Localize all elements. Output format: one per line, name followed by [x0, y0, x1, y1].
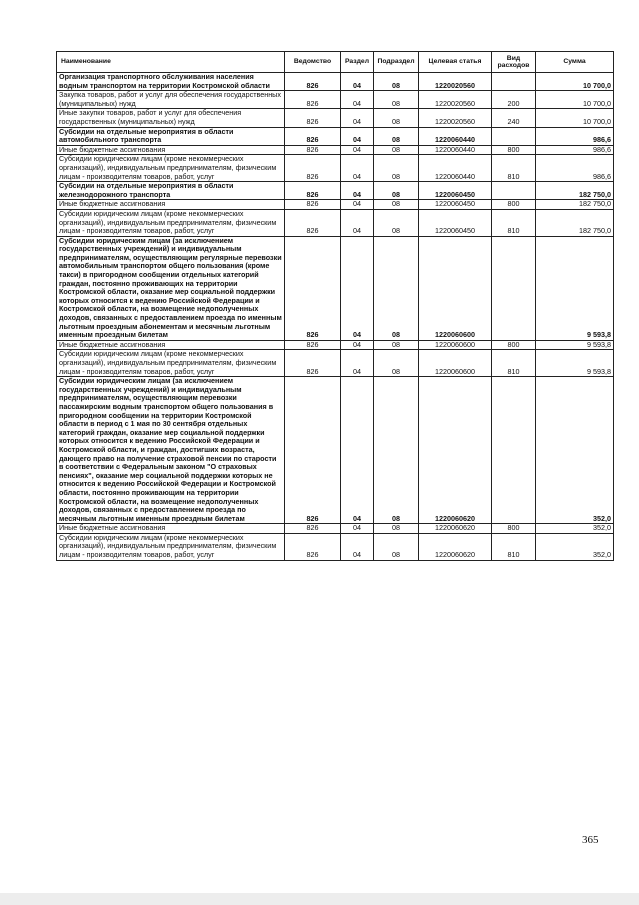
cell-vid: 240 [492, 109, 536, 127]
cell-vedomstvo: 826 [285, 91, 341, 109]
cell-razdel: 04 [341, 127, 374, 145]
cell-statya: 1220060440 [419, 155, 492, 182]
cell-statya: 1220060450 [419, 209, 492, 236]
cell-vedomstvo: 826 [285, 533, 341, 560]
header-name: Наименование [57, 52, 285, 73]
cell-name: Субсидии юридическим лицам (кроме некоммерческих организаций), индивидуальным предпринимателям, физическим лицам - производителям товаров, работ, услуг [57, 209, 285, 236]
cell-statya: 1220020560 [419, 109, 492, 127]
table-row [57, 524, 614, 534]
cell-summa: 10 700,0 [536, 73, 614, 91]
cell-podrazdel: 08 [374, 91, 419, 109]
cell-vid: 810 [492, 209, 536, 236]
header-podrazdel: Подраздел [374, 52, 419, 73]
cell-summa: 352,0 [536, 377, 614, 524]
cell-summa: 986,6 [536, 155, 614, 182]
table-row [57, 91, 614, 109]
cell-name: Иные закупки товаров, работ и услуг для обеспечения государственных (муниципальных) нужд [57, 109, 285, 127]
cell-vedomstvo: 826 [285, 182, 341, 200]
cell-vedomstvo: 826 [285, 200, 341, 210]
cell-summa: 182 750,0 [536, 182, 614, 200]
cell-vedomstvo: 826 [285, 155, 341, 182]
cell-vid: 810 [492, 533, 536, 560]
cell-summa: 352,0 [536, 533, 614, 560]
cell-razdel: 04 [341, 209, 374, 236]
header-vedomstvo: Ведомство [285, 52, 341, 73]
header-summa: Сумма [536, 52, 614, 73]
cell-razdel: 04 [341, 236, 374, 340]
cell-razdel: 04 [341, 200, 374, 210]
cell-statya: 1220060440 [419, 127, 492, 145]
table-row [57, 73, 614, 91]
header-row [57, 52, 614, 73]
cell-razdel: 04 [341, 533, 374, 560]
cell-statya: 1220060600 [419, 340, 492, 350]
cell-vedomstvo: 826 [285, 109, 341, 127]
cell-name: Субсидии на отдельные мероприятия в области железнодорожного транспорта [57, 182, 285, 200]
cell-podrazdel: 08 [374, 73, 419, 91]
cell-podrazdel: 08 [374, 533, 419, 560]
cell-vid [492, 182, 536, 200]
cell-podrazdel: 08 [374, 340, 419, 350]
cell-podrazdel: 08 [374, 109, 419, 127]
cell-vid: 810 [492, 155, 536, 182]
cell-name: Закупка товаров, работ и услуг для обеспечения государственных (муниципальных) нужд [57, 91, 285, 109]
table-row [57, 209, 614, 236]
cell-summa: 986,6 [536, 127, 614, 145]
cell-vedomstvo: 826 [285, 350, 341, 377]
table-row [57, 145, 614, 155]
cell-razdel: 04 [341, 155, 374, 182]
cell-name: Субсидии юридическим лицам (за исключением государственных учреждений) и индивидуальным предпринимателям, осуществляющим регулярные перевозки автомобильным транспортом общего пользования (кроме такси) в пригородном сообщении отдельных категорий граждан, постоянно проживающих на территории Костромской области, оказание мер социальной поддержки которых относится к ведению Российской Федерации и Костромской области, на возмещение недополученных доходов, связанных с предоставлением проезда по именным льготным проездным абонементам и месячным льготным именным проездным билетам [57, 236, 285, 340]
cell-vedomstvo: 826 [285, 340, 341, 350]
cell-vedomstvo: 826 [285, 524, 341, 534]
table-row [57, 350, 614, 377]
cell-statya: 1220060600 [419, 236, 492, 340]
cell-vedomstvo: 826 [285, 73, 341, 91]
table-row [57, 182, 614, 200]
table-row [57, 127, 614, 145]
cell-podrazdel: 08 [374, 127, 419, 145]
cell-vedomstvo: 826 [285, 377, 341, 524]
table-row [57, 533, 614, 560]
cell-summa: 9 593,8 [536, 350, 614, 377]
header-vid-rashodov: Вид расходов [492, 52, 536, 73]
cell-vid: 800 [492, 524, 536, 534]
cell-vid [492, 377, 536, 524]
cell-name: Субсидии юридическим лицам (кроме некоммерческих организаций), индивидуальным предпринимателям, физическим лицам - производителям товаров, работ, услуг [57, 350, 285, 377]
cell-podrazdel: 08 [374, 236, 419, 340]
cell-statya: 1220060620 [419, 533, 492, 560]
table-row [57, 377, 614, 524]
cell-razdel: 04 [341, 91, 374, 109]
cell-vid: 200 [492, 91, 536, 109]
cell-vid: 800 [492, 145, 536, 155]
table-row [57, 200, 614, 210]
page-number: 365 [582, 834, 599, 846]
cell-podrazdel: 08 [374, 145, 419, 155]
cell-vedomstvo: 826 [285, 145, 341, 155]
cell-summa: 10 700,0 [536, 91, 614, 109]
cell-statya: 1220060450 [419, 200, 492, 210]
cell-name: Иные бюджетные ассигнования [57, 200, 285, 210]
cell-statya: 1220060440 [419, 145, 492, 155]
cell-podrazdel: 08 [374, 377, 419, 524]
cell-vedomstvo: 826 [285, 236, 341, 340]
cell-razdel: 04 [341, 524, 374, 534]
cell-summa: 352,0 [536, 524, 614, 534]
cell-name: Субсидии юридическим лицам (кроме некоммерческих организаций), индивидуальным предпринимателям, физическим лицам - производителям товаров, работ, услуг [57, 155, 285, 182]
table-row [57, 340, 614, 350]
cell-name: Субсидии юридическим лицам (за исключением государственных учреждений) и индивидуальным предпринимателям, осуществляющим перевозки пассажирским водным транспортом общего пользования в пригородном сообщении на территории Костромской области в период с 1 мая по 30 сентября отдельных категорий граждан, оказание мер социальной поддержки которых относится к ведению Российской Федерации и Костромской области, и граждан, достигших возраста, дающего право на получение страховой пенсии по старости в соответствии с Федеральным законом "О страховых пенсиях", оказание мер социальной поддержки которых не относится к ведению Российской Федерации и Костромской области, постоянно проживающим на территории Костромской области, на возмещение недополученных доходов, связанных с предоставлением проезда по месячным льготным именным проездным билетам [57, 377, 285, 524]
cell-summa: 10 700,0 [536, 109, 614, 127]
cell-vid: 810 [492, 350, 536, 377]
cell-razdel: 04 [341, 109, 374, 127]
cell-razdel: 04 [341, 145, 374, 155]
cell-podrazdel: 08 [374, 200, 419, 210]
cell-summa: 986,6 [536, 145, 614, 155]
cell-name: Иные бюджетные ассигнования [57, 145, 285, 155]
cell-vid [492, 236, 536, 340]
cell-statya: 1220020560 [419, 73, 492, 91]
table-row [57, 236, 614, 340]
cell-vid [492, 73, 536, 91]
cell-razdel: 04 [341, 340, 374, 350]
cell-name: Организация транспортного обслуживания населения водным транспортом на территории Костромской области [57, 73, 285, 91]
cell-name: Иные бюджетные ассигнования [57, 524, 285, 534]
cell-statya: 1220060620 [419, 524, 492, 534]
header-razdel: Раздел [341, 52, 374, 73]
cell-name: Субсидии юридическим лицам (кроме некоммерческих организаций), индивидуальным предпринимателям, физическим лицам - производителям товаров, работ, услуг [57, 533, 285, 560]
cell-name: Субсидии на отдельные мероприятия в области автомобильного транспорта [57, 127, 285, 145]
cell-summa: 9 593,8 [536, 340, 614, 350]
cell-podrazdel: 08 [374, 155, 419, 182]
cell-statya: 1220060450 [419, 182, 492, 200]
cell-statya: 1220060600 [419, 350, 492, 377]
budget-table-container [56, 51, 613, 561]
cell-vedomstvo: 826 [285, 127, 341, 145]
cell-podrazdel: 08 [374, 182, 419, 200]
cell-razdel: 04 [341, 182, 374, 200]
cell-summa: 9 593,8 [536, 236, 614, 340]
cell-name: Иные бюджетные ассигнования [57, 340, 285, 350]
cell-podrazdel: 08 [374, 524, 419, 534]
scan-bottom-edge [0, 893, 639, 905]
cell-statya: 1220060620 [419, 377, 492, 524]
table-row [57, 109, 614, 127]
cell-podrazdel: 08 [374, 350, 419, 377]
table-row [57, 155, 614, 182]
cell-podrazdel: 08 [374, 209, 419, 236]
cell-vedomstvo: 826 [285, 209, 341, 236]
header-statya: Целевая статья [419, 52, 492, 73]
cell-statya: 1220020560 [419, 91, 492, 109]
cell-vid [492, 127, 536, 145]
cell-razdel: 04 [341, 73, 374, 91]
cell-summa: 182 750,0 [536, 209, 614, 236]
budget-table [56, 51, 614, 561]
cell-razdel: 04 [341, 350, 374, 377]
cell-vid: 800 [492, 200, 536, 210]
cell-vid: 800 [492, 340, 536, 350]
cell-razdel: 04 [341, 377, 374, 524]
cell-summa: 182 750,0 [536, 200, 614, 210]
